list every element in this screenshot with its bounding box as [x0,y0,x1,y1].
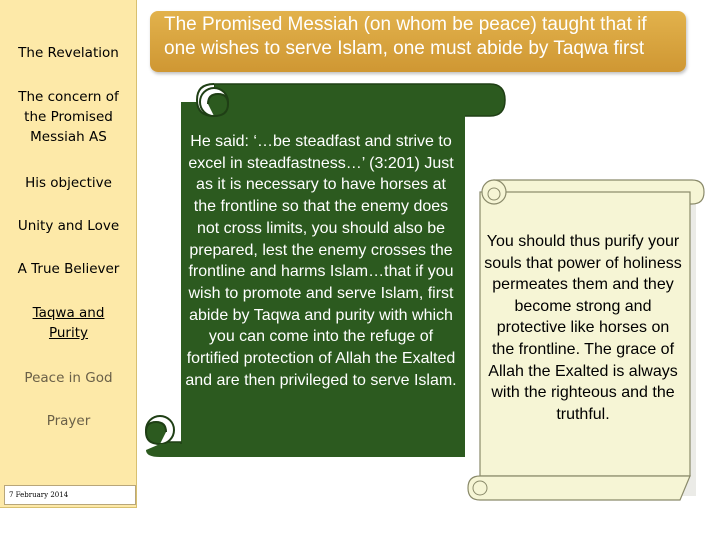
sidebar-item-prayer[interactable]: Prayer [46,413,91,429]
sidebar-item-true-believer[interactable]: A True Believer [17,261,120,277]
page-title: The Promised Messiah (on whom be peace) taught that if one wishes to serve Islam, one must abide by Taqwa first [150,11,686,72]
sidebar-item-taqwa-label: Taqwa and Purity [32,305,105,341]
cream-scroll-text: You should thus purify your souls that power of holiness permeates them and they become strong and protective like horses on the frontline. The grace of Allah the Exalted is always with the righteous and the truthful. [484,233,682,423]
sidebar-item-concern[interactable]: The concern of the Promised Messiah AS [18,89,119,145]
green-scroll-text: He said: ‘…be steadfast and strive to excel in steadfastness…’ (3:201) Just as it is necessary to have horses at the frontline so that the enemy does not cross limits, you should also be prepared, lest the enemy crosses the frontline and harms Islam…that if you wish to promote and serve Islam, first abide by Taqwa and purity with which you can come into the refuge of fortified protection of Allah the Exalted and are then privileged to serve Islam. [185,133,457,389]
sidebar-item-peace[interactable]: Peace in God [24,370,113,386]
sidebar-item-objective[interactable]: His objective [25,175,112,191]
sidebar-item-revelation[interactable]: The Revelation [18,45,119,61]
sidebar-item-unity[interactable]: Unity and Love [17,218,120,234]
date-footer: 7 February 2014 [4,485,136,505]
